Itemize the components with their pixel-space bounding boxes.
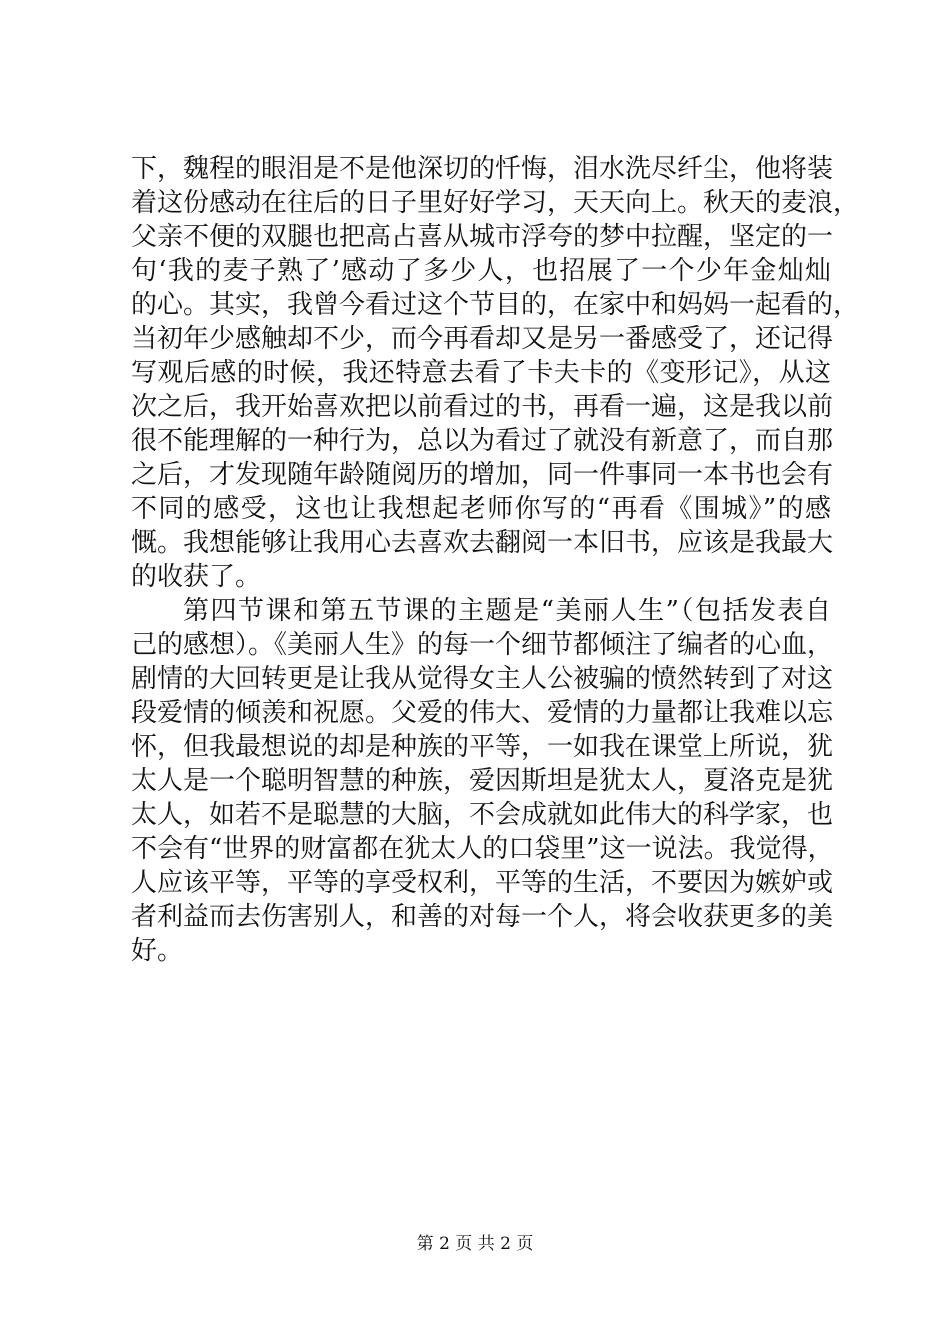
- paragraph-line: 着这份感动在往后的日子里好好学习，天天向上。秋天的麦浪，: [131, 188, 860, 218]
- paragraph-1: [131, 152, 860, 594]
- paragraph-line: 太人是一个聪明智慧的种族，爱因斯坦是犹太人，夏洛克是犹: [131, 766, 834, 796]
- document-body: [131, 152, 860, 968]
- paragraph-line: 不会有“世界的财富都在犹太人的口袋里”这一说法。我觉得，: [131, 834, 834, 864]
- paragraph-line: 太人，如若不是聪慧的大脑，不会成就如此伟大的科学家，也: [131, 800, 834, 830]
- paragraph-line: 的心。其实，我曾今看过这个节目的，在家中和妈妈一起看的，: [131, 290, 860, 320]
- paragraph-line: 第四节课和第五节课的主题是“美丽人生”（包括发表自: [183, 596, 831, 626]
- paragraph-line: 慨。我想能够让我用心去喜欢去翻阅一本旧书，应该是我最大: [131, 528, 834, 558]
- paragraph-line: 人应该平等，平等的享受权利，平等的生活，不要因为嫉妒或: [131, 868, 834, 898]
- paragraph-line: 父亲不便的双腿也把高占喜从城市浮夸的梦中拉醒，坚定的一: [131, 222, 834, 252]
- paragraph-line: 者利益而去伤害别人，和善的对每一个人，将会收获更多的美: [131, 902, 834, 932]
- paragraph-line: 段爱情的倾羡和祝愿。父爱的伟大、爱情的力量都让我难以忘: [131, 698, 834, 728]
- paragraph-line: 下，魏程的眼泪是不是他深切的忏悔，泪水洗尽纤尘，他将装: [131, 154, 834, 184]
- paragraph-line: 剧情的大回转更是让我从觉得女主人公被骗的愤然转到了对这: [131, 664, 834, 694]
- paragraph-line: 之后，才发现随年龄随阅历的增加，同一件事同一本书也会有: [131, 460, 834, 490]
- page-number-footer: 第 2 页 共 2 页: [416, 1234, 534, 1254]
- paragraph-line: 怀，但我最想说的却是种族的平等，一如我在课堂上所说，犹: [131, 732, 834, 762]
- paragraph-line: 当初年少感触却不少，而今再看却又是另一番感受了，还记得: [131, 324, 834, 354]
- paragraph-line: 句‘我的麦子熟了’感动了多少人，也招展了一个少年金灿灿: [131, 256, 831, 286]
- paragraph-2: [131, 594, 834, 968]
- paragraph-line: 好。: [131, 936, 184, 966]
- paragraph-line: 次之后，我开始喜欢把以前看过的书，再看一遍，这是我以前: [131, 392, 834, 422]
- paragraph-line: 的收获了。: [131, 562, 262, 592]
- paragraph-line: 不同的感受，这也让我想起老师你写的“再看《围城》”的感: [131, 494, 831, 524]
- paragraph-line: 很不能理解的一种行为，总以为看过了就没有新意了，而自那: [131, 426, 834, 456]
- paragraph-line: 己的感想）。《美丽人生》的每一个细节都倾注了编者的心血，: [131, 630, 834, 660]
- paragraph-line: 写观后感的时候，我还特意去看了卡夫卡的《变形记》，从这: [131, 358, 831, 388]
